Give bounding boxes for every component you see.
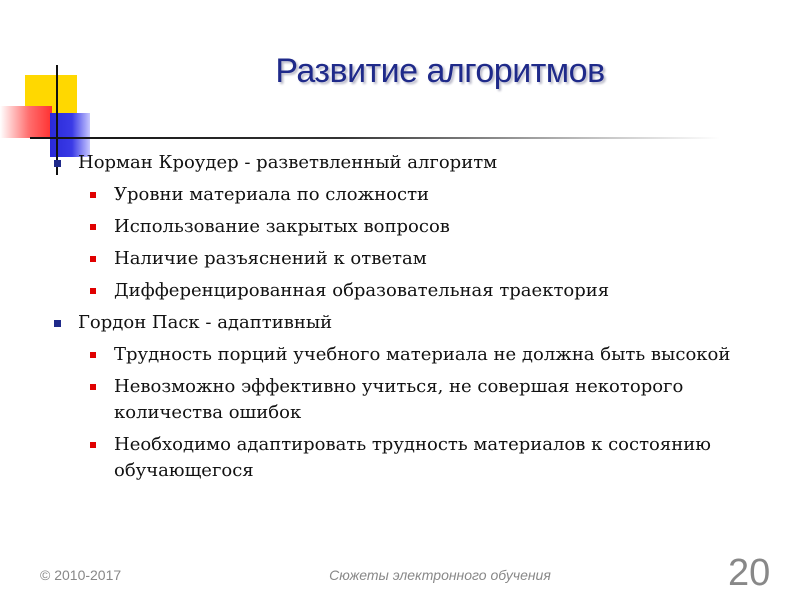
bullet-text: Невозможно эффективно учиться, не совершая некоторого количества ошибок <box>114 376 684 423</box>
bullet-level2-item <box>48 182 788 208</box>
page-number: 20 <box>728 552 771 594</box>
square-bullet-icon <box>90 384 96 390</box>
bullet-level2-item <box>48 342 788 368</box>
bullet-level2-item <box>48 246 788 272</box>
footer-course-title: Сюжеты электронного обучения <box>329 567 551 583</box>
decor-red-square <box>0 106 52 138</box>
title-underline <box>30 137 720 139</box>
bullet-level1-item <box>48 310 788 336</box>
square-bullet-icon <box>90 352 96 358</box>
slide-title: Развитие алгоритмов <box>275 52 605 90</box>
bullet-text: Дифференцированная образовательная траектория <box>114 280 610 301</box>
bullet-text: Использование закрытых вопросов <box>114 216 450 237</box>
square-bullet-icon <box>90 442 96 448</box>
footer-copyright: © 2010-2017 <box>40 567 122 583</box>
bullet-level2-item <box>48 278 788 304</box>
bullet-text: Норман Кроудер - разветвленный алгоритм <box>78 152 498 173</box>
bullet-level2-item <box>48 374 788 426</box>
square-bullet-icon <box>90 192 96 198</box>
square-bullet-icon <box>90 288 96 294</box>
bullet-level1-item <box>48 150 788 176</box>
bullet-text: Трудность порций учебного материала не должна быть высокой <box>114 344 731 365</box>
square-bullet-icon <box>90 256 96 262</box>
bullet-text: Уровни материала по сложности <box>114 184 430 205</box>
bullet-level2-item <box>48 214 788 240</box>
bullet-level2-item <box>48 432 788 484</box>
square-bullet-icon <box>54 160 61 167</box>
square-bullet-icon <box>54 320 61 327</box>
slide-content <box>48 150 788 490</box>
bullet-text: Наличие разъяснений к ответам <box>114 248 427 269</box>
bullet-text: Необходимо адаптировать трудность материалов к состоянию обучающегося <box>114 434 711 481</box>
bullet-text: Гордон Паск - адаптивный <box>78 312 333 333</box>
square-bullet-icon <box>90 224 96 230</box>
